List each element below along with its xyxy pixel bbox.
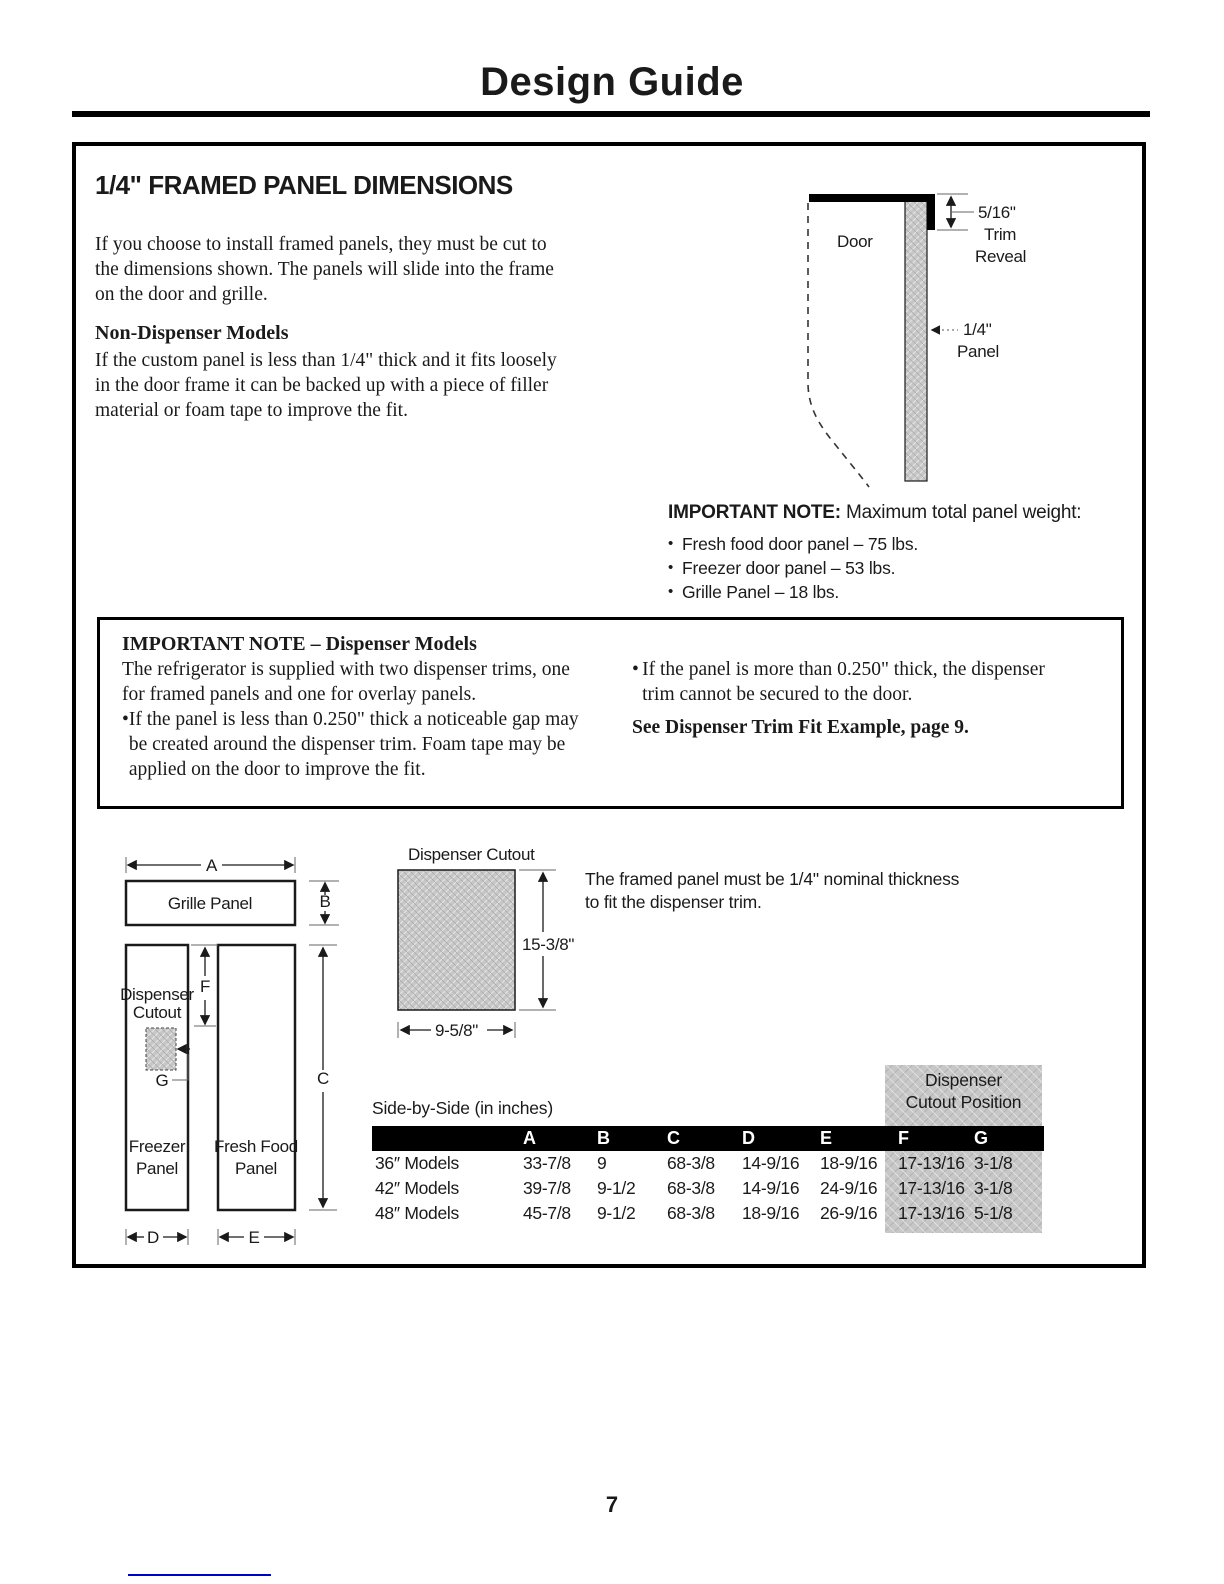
col-header-blank xyxy=(372,1126,523,1151)
cell: 18-9/16 xyxy=(742,1203,800,1223)
panel-thickness-note: The framed panel must be 1/4" nominal thickness to fit the dispenser trim. xyxy=(585,869,960,912)
trim-reveal-word2: Reveal xyxy=(975,247,1027,266)
cell: 45-7/8 xyxy=(523,1203,571,1223)
cell: 3-1/8 xyxy=(974,1178,1013,1198)
weight-item-text: Grille Panel – 18 lbs. xyxy=(682,582,840,602)
dispenser-note-bullet-left-text: If the panel is less than 0.250" thick a noticeable gap may be created around the dispenser trim. Foam tape may be applied on the door to improve the fit. xyxy=(128,709,579,780)
door-label: Door xyxy=(837,232,873,251)
col-header-g: G xyxy=(974,1128,988,1148)
dim-b-label: B xyxy=(319,892,331,911)
dim-a-label: A xyxy=(206,856,218,875)
row-label: 42″ Models xyxy=(375,1178,459,1198)
dim-e-label: E xyxy=(248,1228,260,1247)
cell: 33-7/8 xyxy=(523,1153,571,1173)
table-row xyxy=(372,1201,1044,1226)
cell: 68-3/8 xyxy=(667,1203,715,1223)
weight-note-title-bold: IMPORTANT NOTE: xyxy=(668,502,841,523)
bullet-glyph: • xyxy=(668,559,674,576)
weight-note-title xyxy=(668,501,1148,525)
bullet-glyph: • xyxy=(122,709,129,730)
weight-note-item xyxy=(668,532,1148,556)
table-header-row xyxy=(372,1126,1044,1151)
dispenser-note-bullet-left xyxy=(122,707,590,782)
table-caption: Side-by-Side (in inches) xyxy=(372,1098,553,1118)
page-title: Design Guide xyxy=(480,60,744,104)
col-header-e: E xyxy=(820,1128,832,1148)
row-label: 36″ Models xyxy=(375,1153,459,1173)
weight-item-text: Fresh food door panel – 75 lbs. xyxy=(682,534,919,554)
panel-thickness-value: 1/4" xyxy=(963,320,992,339)
bullet-glyph: • xyxy=(668,535,674,552)
panel-word: Panel xyxy=(957,342,999,361)
weight-item-text: Freezer door panel – 53 lbs. xyxy=(682,558,896,578)
panels-dimension-diagram xyxy=(106,840,351,1254)
dispenser-cutout-word1: Dispenser xyxy=(120,985,194,1004)
cell: 24-9/16 xyxy=(820,1178,878,1198)
dispenser-note-right-column xyxy=(632,657,1072,740)
cell: 14-9/16 xyxy=(742,1153,800,1173)
title-rule xyxy=(72,111,1150,117)
cell: 17-13/16 xyxy=(898,1153,965,1173)
freezer-panel-label-line2: Panel xyxy=(136,1159,178,1178)
table-row xyxy=(372,1176,1044,1201)
dispenser-note-heading: IMPORTANT NOTE – Dispenser Models xyxy=(122,633,477,655)
weight-note xyxy=(668,501,1148,604)
highlight-title-line2: Cutout Position xyxy=(905,1092,1022,1112)
col-header-c: C xyxy=(667,1128,680,1148)
cell: 9-1/2 xyxy=(597,1178,636,1198)
dim-d-label: D xyxy=(147,1228,159,1247)
weight-note-subtitle: Maximum total panel weight: xyxy=(840,502,1082,523)
grille-panel-label: Grille Panel xyxy=(167,894,253,913)
row-label: 48″ Models xyxy=(375,1203,459,1223)
table-row xyxy=(372,1151,1044,1176)
see-example-note: See Dispenser Trim Fit Example, page 9. xyxy=(632,717,969,738)
content-box xyxy=(72,142,1146,1268)
freezer-panel-label-line1: Freezer xyxy=(128,1137,186,1156)
cell: 14-9/16 xyxy=(742,1178,800,1198)
col-header-d: D xyxy=(742,1128,755,1148)
weight-note-item xyxy=(668,580,1148,604)
dispenser-note-left-column xyxy=(122,632,590,782)
cell: 3-1/8 xyxy=(974,1153,1013,1173)
page-number: 7 xyxy=(605,1492,619,1517)
footer-line xyxy=(128,1574,271,1576)
non-dispenser-body: If the custom panel is less than 1/4" thick and it fits loosely in the door frame it can be backed up with a piece of filler material or foam tape to improve the fit. xyxy=(95,350,557,421)
cell: 18-9/16 xyxy=(820,1153,878,1173)
dispenser-note-bullet-right xyxy=(632,657,1072,707)
cell: 68-3/8 xyxy=(667,1153,715,1173)
dispenser-cutout-word2: Cutout xyxy=(132,1003,182,1022)
fresh-food-panel-label-line2: Panel xyxy=(235,1159,277,1178)
non-dispenser-heading: Non-Dispenser Models xyxy=(95,322,289,344)
bullet-glyph: • xyxy=(668,583,674,600)
cell: 9-1/2 xyxy=(597,1203,636,1223)
highlight-title-line1: Dispenser xyxy=(925,1070,1002,1090)
dispenser-note-intro: The refrigerator is supplied with two dispenser trims, one for framed panels and one for overlay panels. xyxy=(122,659,570,705)
cell: 17-13/16 xyxy=(898,1203,965,1223)
cutout-width-label: 9-5/8" xyxy=(435,1021,478,1040)
col-header-a: A xyxy=(523,1128,536,1148)
dim-g-label: G xyxy=(155,1071,169,1090)
cell: 39-7/8 xyxy=(523,1178,571,1198)
dispenser-cutout-rect xyxy=(146,1028,176,1070)
col-header-b: B xyxy=(597,1128,610,1148)
trim-reveal-word1: Trim xyxy=(984,225,1017,244)
cell: 68-3/8 xyxy=(667,1178,715,1198)
dispenser-cutout-title: Dispenser Cutout xyxy=(408,845,535,864)
panel-strip xyxy=(905,201,927,481)
fresh-food-panel-label-line1: Fresh Food xyxy=(214,1137,298,1156)
trim-reveal-value: 5/16" xyxy=(978,203,1016,222)
dim-f-label: F xyxy=(199,977,211,996)
bullet-glyph: • xyxy=(632,659,639,680)
dispenser-note-bullet-right-text: If the panel is more than 0.250" thick, the dispenser trim cannot be secured to the door. xyxy=(642,659,1045,705)
dispenser-note-box xyxy=(97,617,1124,809)
intro-paragraph: If you choose to install framed panels, they must be cut to the dimensions shown. The panels will slide into the frame on the door and grille. xyxy=(95,234,554,305)
section-heading: 1/4" FRAMED PANEL DIMENSIONS xyxy=(95,170,513,200)
cell: 26-9/16 xyxy=(820,1203,878,1223)
dim-c-label: C xyxy=(317,1069,329,1088)
col-header-f: F xyxy=(898,1128,909,1148)
dispenser-cutout-area xyxy=(398,870,515,1010)
cell: 17-13/16 xyxy=(898,1178,965,1198)
weight-note-item xyxy=(668,556,1148,580)
door-trim-diagram xyxy=(790,183,1170,495)
side-by-side-table xyxy=(372,1098,1044,1226)
cell: 5-1/8 xyxy=(974,1203,1013,1223)
cutout-height-label: 15-3/8" xyxy=(522,935,575,954)
cell: 9 xyxy=(597,1153,607,1173)
